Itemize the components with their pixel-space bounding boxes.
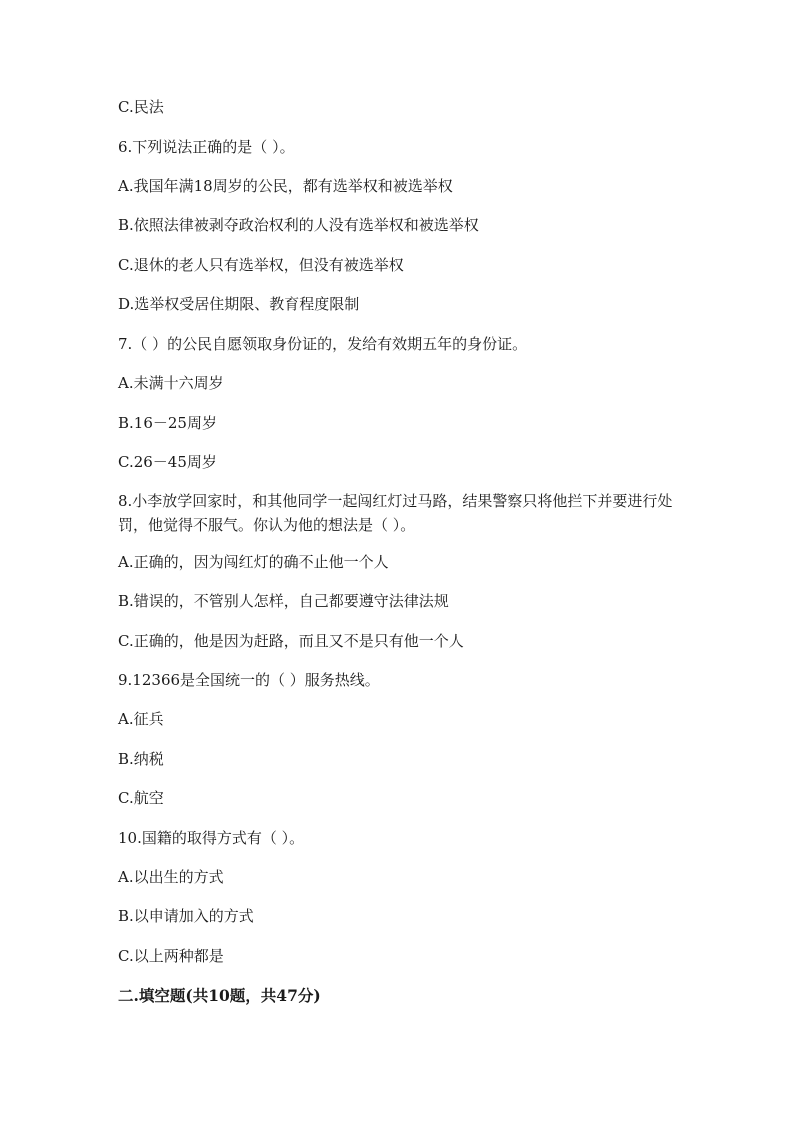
q7-option-c: C.26－45周岁: [118, 453, 217, 471]
q7-stem: 7.（ ）的公民自愿领取身份证的，发给有效期五年的身份证。: [118, 335, 528, 353]
q8-stem: 8.小李放学回家时，和其他同学一起闯红灯过马路，结果警察只将他拦下并要进行处罚，他觉得不服气。你认为他的想法是（ ）。: [118, 492, 673, 534]
q7-option-b: B.16－25周岁: [118, 414, 217, 432]
q9-option-a: A.征兵: [118, 710, 164, 728]
q6-option-a: A.我国年满18周岁的公民，都有选举权和被选举权: [118, 177, 453, 195]
q7-option-a: A.未满十六周岁: [118, 374, 224, 392]
q6-stem: 6.下列说法正确的是（ ）。: [118, 138, 295, 156]
q9-option-c: C.航空: [118, 789, 164, 807]
q10-option-b: B.以申请加入的方式: [118, 907, 254, 925]
q9-stem: 9.12366是全国统一的（ ）服务热线。: [118, 671, 380, 689]
q10-option-c: C.以上两种都是: [118, 947, 224, 965]
q6-option-d: D.选举权受居住期限、教育程度限制: [118, 295, 360, 313]
q6-option-b: B.依照法律被剥夺政治权利的人没有选举权和被选举权: [118, 216, 479, 234]
q8-option-a: A.正确的，因为闯红灯的确不止他一个人: [118, 553, 389, 571]
q5-option-c: C.民法: [118, 98, 164, 116]
section-heading: 二.填空题(共10题，共47分): [118, 986, 321, 1005]
q10-option-a: A.以出生的方式: [118, 868, 224, 886]
q9-option-b: B.纳税: [118, 750, 164, 768]
q8-option-c: C.正确的，他是因为赶路，而且又不是只有他一个人: [118, 632, 464, 650]
q8-option-b: B.错误的，不管别人怎样，自己都要遵守法律法规: [118, 592, 449, 610]
q6-option-c: C.退休的老人只有选举权，但没有被选举权: [118, 256, 404, 274]
q10-stem: 10.国籍的取得方式有（ ）。: [118, 829, 305, 847]
